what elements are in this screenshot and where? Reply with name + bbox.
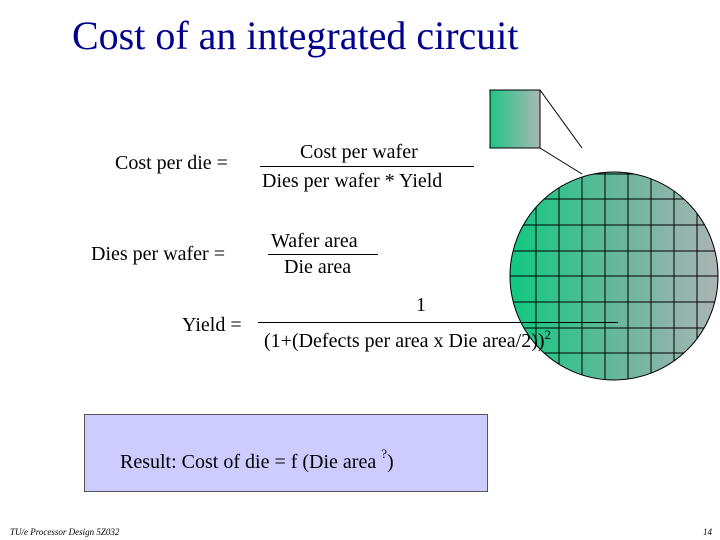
eq2-fraction-bar — [268, 254, 378, 255]
result-exponent: ? — [381, 446, 387, 461]
eq1-numerator: Cost per wafer — [300, 141, 418, 163]
eq3-denominator — [264, 327, 551, 353]
footer-page-number: 14 — [703, 527, 712, 537]
eq1-fraction-bar — [260, 166, 474, 167]
result-label: Result: Cost of die = f (Die area — [120, 451, 382, 473]
eq3-exponent: 2 — [544, 327, 552, 342]
slide-title: Cost of an integrated circuit — [72, 13, 519, 58]
eq3-numerator: 1 — [416, 294, 426, 316]
eq2-numerator: Wafer area — [271, 230, 358, 252]
zoom-line-bottom — [540, 148, 582, 174]
eq2-lhs: Dies per wafer = — [91, 243, 225, 265]
enlarged-die — [490, 90, 540, 148]
eq3-denominator-text: (1+(Defects per area x Die area/2)) — [264, 330, 545, 352]
eq1-lhs: Cost per die = — [115, 152, 228, 174]
eq2-denominator: Die area — [284, 256, 352, 278]
footer-course: TU/e Processor Design 5Z032 — [10, 527, 120, 537]
result-text — [120, 446, 394, 474]
eq3-lhs: Yield = — [182, 314, 242, 336]
result-close-paren: ) — [387, 451, 394, 473]
eq1-denominator: Dies per wafer * Yield — [262, 170, 443, 192]
eq3-fraction-bar — [258, 322, 618, 323]
zoom-line-top — [540, 90, 582, 148]
